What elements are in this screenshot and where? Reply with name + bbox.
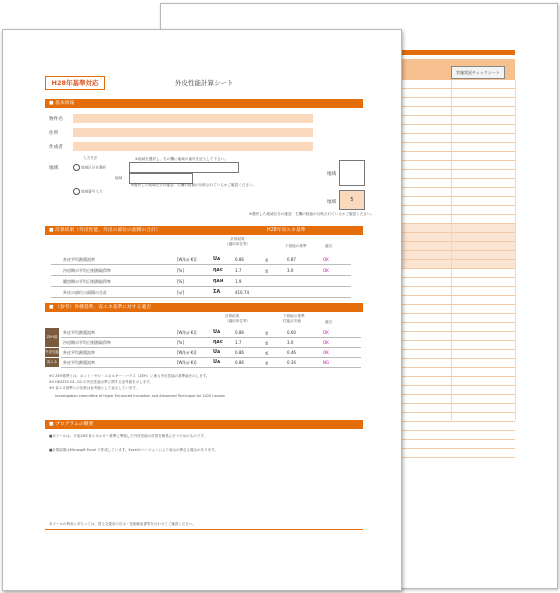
footer-text: 本ツールの利用にあたっては、国土交通省の告示・技術解説書等を合わせてご確認ください。 (49, 522, 196, 526)
row-symbol: Uᴀ (213, 349, 221, 355)
radio-manual-input[interactable] (73, 188, 80, 195)
row-name: 外皮平均熱貫流率 (63, 330, 95, 335)
row-operator: ≦ (265, 257, 269, 262)
section-results-header: ■ 計算結果（外皮性能、外皮の部位の面積の合計） H28年省エネ基準 (45, 226, 363, 235)
back-table-row (400, 359, 515, 368)
back-table-row (400, 125, 515, 134)
address-field[interactable] (73, 128, 313, 137)
section-reference-title: （参考）各種基準、省エネ基準に対する適否 (55, 305, 152, 310)
reference-note-1: ※1 ZEH基準とは、ネット・ゼロ・エネルギー・ハウス（ZEH）に係る外皮性能の基準値を示します。 (49, 374, 210, 378)
back-table-row (400, 179, 515, 188)
back-table-row (400, 116, 515, 125)
section-program-header: ■ プログラムの概要 (45, 420, 363, 429)
row-standard: 0.46 (287, 350, 296, 355)
row-name: 外皮平均熱貫流率 (63, 350, 95, 355)
section-basic-header: ■ 基本情報 (45, 99, 363, 108)
manual-input-label: 地域番号入力 (81, 189, 103, 194)
row-symbol: ΣA (213, 289, 221, 295)
building-field[interactable] (73, 114, 313, 123)
row-value: 0.86 (235, 360, 244, 365)
page-title: 外皮性能計算シート (175, 79, 234, 87)
row-operator: ≦ (265, 330, 269, 335)
back-table-row (400, 278, 515, 287)
table-row (51, 266, 351, 276)
row-unit: [W/(㎡·K)] (177, 360, 197, 365)
row-unit: [%] (177, 268, 184, 273)
row-judgement: OK (323, 350, 329, 355)
back-table-row (400, 305, 515, 314)
row-name: 暖房期の平均日射熱取得率 (63, 279, 111, 284)
reference-std-header: 下段地の基準 性能目安値 (283, 314, 305, 323)
back-table-row (400, 143, 515, 152)
back-table-row (400, 449, 515, 458)
back-table-row (400, 206, 515, 215)
row-symbol: Uᴀ (213, 359, 221, 365)
manual-input-option[interactable] (73, 188, 103, 195)
section-basic-title: 基本情報 (55, 101, 75, 106)
back-table-row (400, 242, 515, 251)
region-select-label: 地域区分を選択 (81, 165, 107, 170)
table-row (51, 288, 351, 298)
back-table-row (400, 224, 515, 233)
back-table-row (400, 404, 515, 413)
back-table-row (400, 368, 515, 377)
row-standard: 0.34 (287, 360, 296, 365)
row-value: 1.9 (235, 279, 242, 284)
row-symbol: Uᴀ (213, 329, 221, 335)
back-table-row (400, 269, 515, 278)
back-table-row (400, 314, 515, 323)
row-symbol: Uᴀ (213, 256, 221, 262)
back-table-row (400, 197, 515, 206)
section-results-title: 計算結果（外皮性能、外皮の部位の面積の合計） (55, 228, 161, 233)
radio-region-select[interactable] (73, 164, 80, 171)
row-symbol: ηᴀᴄ (213, 267, 223, 273)
row-value: 0.86 (235, 257, 244, 262)
row-operator: ≦ (265, 340, 269, 345)
back-table-row (400, 233, 515, 242)
back-table-row (400, 107, 515, 116)
row-value: 1.7 (235, 268, 242, 273)
row-name: 外皮平均熱貫流率 (63, 360, 95, 365)
table-row (51, 255, 351, 265)
row-standard: 0.87 (287, 257, 296, 262)
front-sheet (2, 29, 402, 591)
row-judgement: OK (323, 268, 329, 273)
row-judgement: OK (323, 257, 329, 262)
row-unit: [W/(㎡·K)] (177, 330, 197, 335)
row-judgement: NG (323, 360, 330, 365)
program-note-1: ■本ツールは、平成28年省エネルギー基準に準拠した外皮性能の計算を簡易に行うためのものです。 (49, 434, 207, 438)
reference-note-4: Investigation committee of Hyper Enhanced Insulation and Advanced Technique for 2020 houses (55, 394, 225, 398)
back-table-row (400, 215, 515, 224)
section-program-title: プログラムの概要 (55, 422, 94, 427)
back-table-row (400, 98, 515, 107)
table-row (61, 358, 361, 368)
back-table-row (400, 188, 515, 197)
back-table (399, 80, 516, 420)
back-table-row (400, 440, 515, 449)
region-box-label-1: 地域 (327, 172, 337, 177)
back-table-row (400, 287, 515, 296)
row-name: 冷房期の平均日射熱取得率 (63, 340, 111, 345)
checklist-button[interactable]: 実施状況チェックシート (451, 66, 505, 79)
region-box-label-2: 地域 (327, 200, 337, 205)
back-table-divider (451, 80, 452, 420)
back-table-row (400, 422, 515, 431)
back-table-row (400, 80, 515, 89)
reference-note-2: ※2 HEAT20 G1, G2 の外皮性能水準に関する参考値を示します。 (49, 380, 153, 384)
back-table-row (400, 431, 515, 440)
footer-line (45, 529, 363, 530)
row-judgement: OK (323, 330, 329, 335)
row-unit: [%] (177, 279, 184, 284)
back-table-row (400, 323, 515, 332)
row-name: 外皮平均熱貫流率 (63, 257, 95, 262)
row-name: 冷房期の平均日射熱取得率 (63, 268, 111, 273)
back-table-row (400, 152, 515, 161)
row-operator: ≦ (265, 268, 269, 273)
row-unit: [㎡] (177, 290, 185, 295)
designer-label: 作成者 (49, 145, 63, 150)
row-standard: 3.0 (287, 340, 294, 345)
row-standard: 0.60 (287, 330, 296, 335)
results-judge-header: 適否 (325, 244, 333, 248)
back-table-row (400, 260, 515, 269)
back-table-row (400, 332, 515, 341)
table-row (61, 328, 361, 338)
standard-badge: H28年基準対応 (45, 76, 105, 90)
climate-label: 地域 (115, 176, 123, 180)
table-row (61, 348, 361, 358)
row-unit: [%] (177, 340, 184, 345)
back-table-row (400, 413, 515, 422)
region-select-box[interactable] (129, 162, 239, 173)
region-number-box[interactable]: 5 (339, 190, 365, 210)
designer-field[interactable] (73, 142, 313, 151)
row-value: 416.74 (235, 290, 249, 295)
region-box-1 (339, 160, 365, 186)
reference-note-3: ※3 省エネ基準との比較は参考値として表示しています。 (49, 386, 139, 390)
row-operator: ≦ (265, 350, 269, 355)
address-label: 住所 (49, 131, 59, 136)
back-table-row (400, 134, 515, 143)
row-name: 外皮の部位の面積の合計 (63, 290, 107, 295)
back-table-row (400, 377, 515, 386)
row-value: 1.7 (235, 340, 242, 345)
reference-judge-header: 適否 (325, 320, 333, 324)
section-reference-header: ■ （参考）各種基準、省エネ基準に対する適否 (45, 303, 363, 312)
row-symbol: ηᴀʜ (213, 278, 224, 284)
row-judgement: OK (323, 340, 329, 345)
back-table-row (400, 89, 515, 98)
table-row (61, 338, 361, 348)
row-operator: ≦ (265, 360, 269, 365)
row-unit: [W/(㎡·K)] (177, 257, 197, 262)
reference-calc-header: 計算結果 （適用単位等） (225, 314, 251, 323)
results-standard-label: H28年省エネ基準 (267, 228, 306, 233)
input-method-label: 入力方法 (83, 156, 98, 160)
back-header-bar (399, 50, 515, 55)
back-table-row (400, 251, 515, 260)
back-table-row (400, 341, 515, 350)
back-table-row (400, 161, 515, 170)
back-table-row (400, 386, 515, 395)
row-value: 0.86 (235, 350, 244, 355)
reference-tag-energy: 省エネ (45, 358, 59, 367)
results-std-header: 下段地の基準 (285, 244, 307, 248)
row-unit: [W/(㎡·K)] (177, 350, 197, 355)
reference-tag-zeh: ZEH基 (45, 328, 59, 347)
program-note-2: ■計算結果はMicrosoft Excel で作成しています。Excelのバージョンにより表示が異なる場合があります。 (49, 448, 218, 452)
region-label: 地域 (49, 166, 59, 171)
region-number-note: ※選択した地域区分の確認：右欄の数値が反映されているかご確認ください。 (249, 212, 375, 216)
back-table-row (400, 296, 515, 305)
region-select-option[interactable] (73, 164, 106, 171)
results-calc-header: 計算結果 （適用単位等） (225, 237, 251, 246)
back-table-row (400, 395, 515, 404)
reference-tag-envelope: 外皮性能 (45, 348, 59, 357)
region-note-2: ※選択した地域区分の確認：右欄の数値が反映されているかご確認ください。 (131, 183, 257, 187)
back-table-row (400, 170, 515, 179)
region-note-1: ※地域を選択し、右の欄に地域の番号を記入して下さい。 (135, 157, 228, 161)
back-table-row (400, 350, 515, 359)
row-standard: 3.0 (287, 268, 294, 273)
row-symbol: ηᴀᴄ (213, 339, 223, 345)
table-row (51, 277, 351, 287)
row-value: 0.86 (235, 330, 244, 335)
building-label: 物件名 (49, 117, 63, 122)
